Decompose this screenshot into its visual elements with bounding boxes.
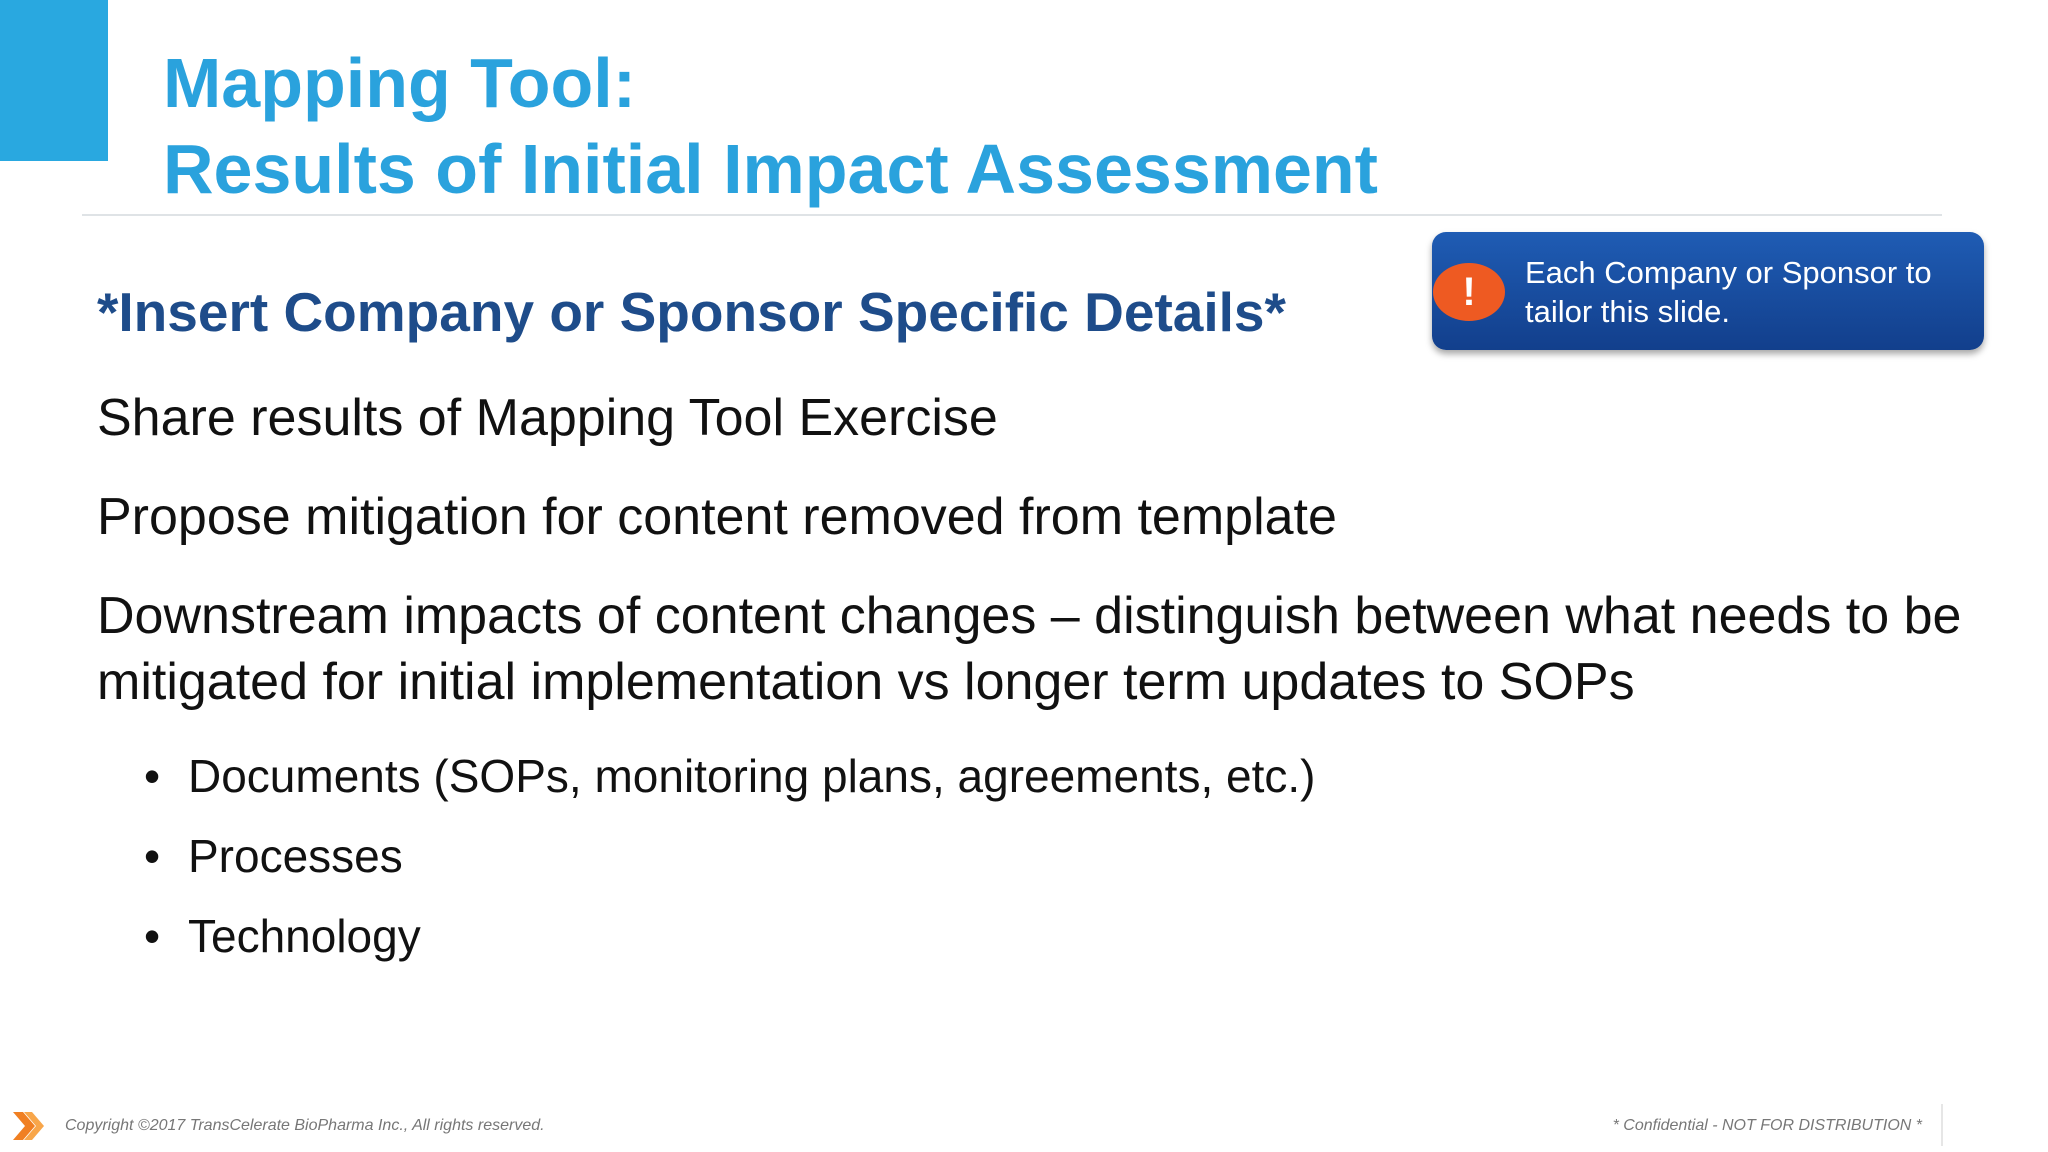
footer-divider xyxy=(1941,1104,1943,1146)
sub-bullet-item xyxy=(97,748,1977,805)
bullet-item: Propose mitigation for content removed from template xyxy=(97,488,1337,546)
sub-bullet-item xyxy=(97,828,1977,885)
sub-bullet-text: Documents (SOPs, monitoring plans, agreements, etc.) xyxy=(188,750,1316,802)
sub-bullet-text: Technology xyxy=(188,910,421,962)
callout-text: Each Company or Sponsor to tailor this slide. xyxy=(1525,255,1932,329)
bullet-item: Share results of Mapping Tool Exercise xyxy=(97,389,998,447)
slide-subtitle: *Insert Company or Sponsor Specific Details* xyxy=(97,281,1286,343)
bullet-item: Downstream impacts of content changes – distinguish between what needs to be mitigated for initial implementation vs longer term updates to SOPs xyxy=(97,587,1962,711)
slide-title-line-2: Results of Initial Impact Assessment xyxy=(163,130,1378,208)
slide-title xyxy=(163,40,1378,212)
footer-confidential: * Confidential - NOT FOR DISTRIBUTION * xyxy=(1612,1117,1922,1134)
sub-bullet-item xyxy=(97,908,1977,965)
bullet-list xyxy=(97,385,1977,988)
footer-copyright: Copyright ©2017 TransCelerate BioPharma Inc., All rights reserved. xyxy=(65,1117,545,1134)
slide-title-line-1: Mapping Tool: xyxy=(163,44,637,122)
bullet-dot: • xyxy=(144,910,161,962)
bullet-dot: • xyxy=(144,750,161,802)
exclamation-icon: ! xyxy=(1433,263,1505,321)
title-divider xyxy=(82,214,1942,216)
transcelerate-logo-icon xyxy=(11,1108,47,1144)
corner-accent-block xyxy=(0,0,108,161)
bullet-dot: • xyxy=(144,830,161,882)
sub-bullet-text: Processes xyxy=(188,830,403,882)
